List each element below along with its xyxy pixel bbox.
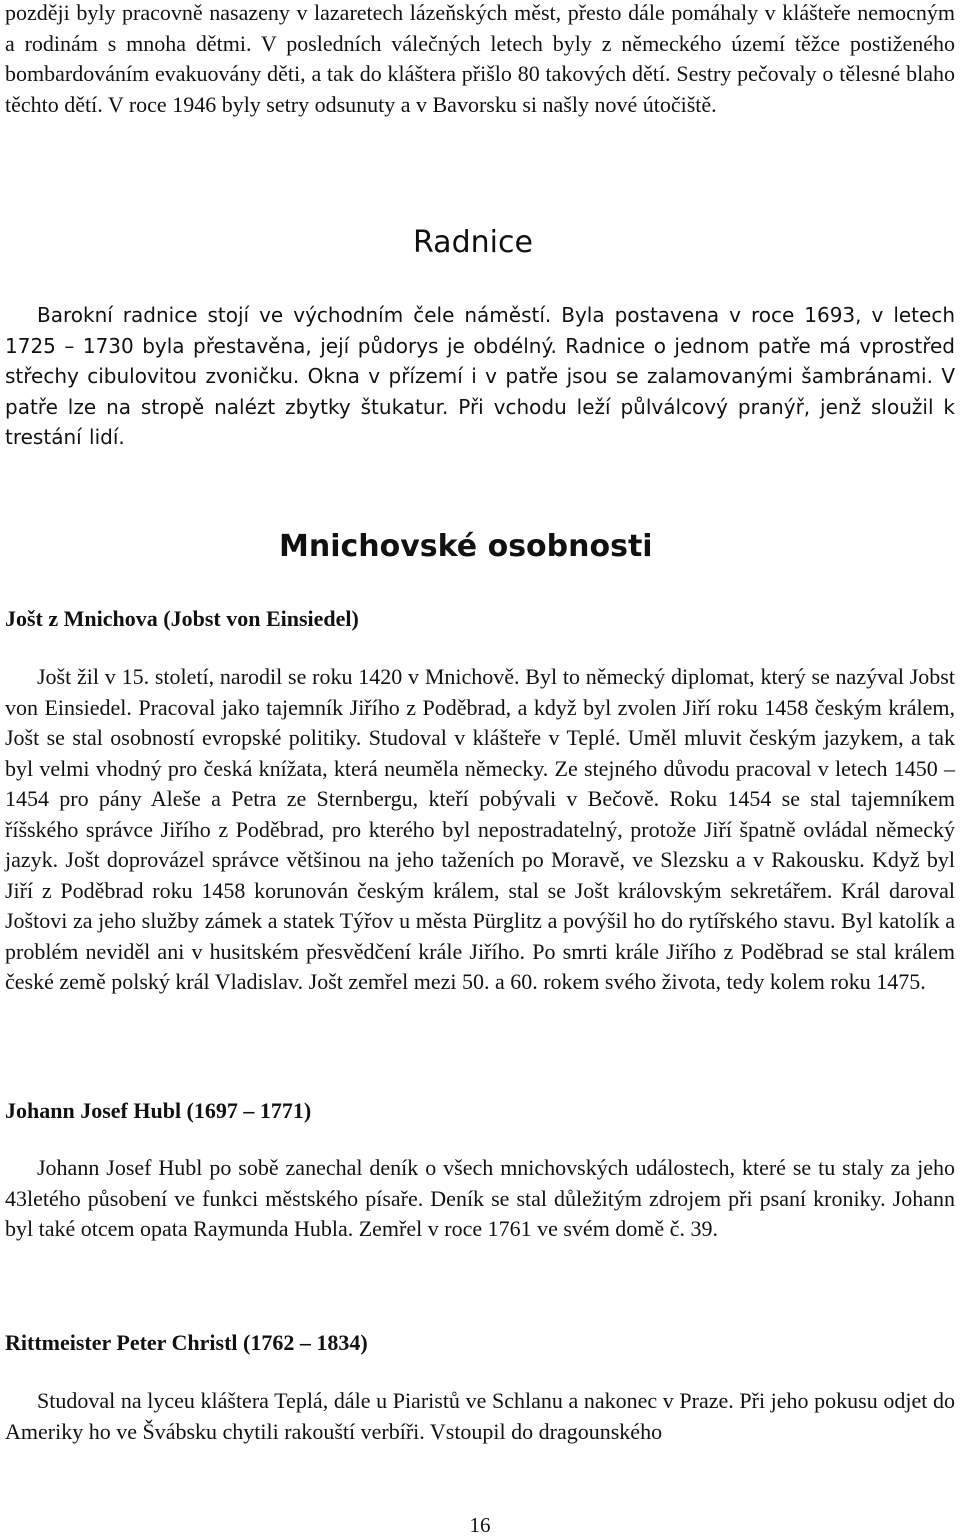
- intro-paragraph: později byly pracovně nasazeny v lazaretech lázeňských měst, přesto dále pomáhaly v klášteře nemocným a rodinám s mnoha dětmi. V posledních válečných letech byly z německého území těžce postiženého bombardováním evakuovány děti, a tak do kláštera přišlo 80 takových dětí. Sestry pečovaly o tělesné blaho těchto dětí. V roce 1946 byly setry odsunuty a v Bavorsku si našly nové útočiště.: [5, 0, 955, 117]
- person-paragraph-christl: Studoval na lyceu kláštera Teplá, dále u Piaristů ve Schlanu a nakonec v Praze. Při jeho pokusu odjet do Ameriky ho ve Švábsku chytili rakouští verbíři. Vstoupil do dragounského: [5, 1388, 955, 1444]
- radnice-heading: Radnice: [413, 225, 533, 260]
- osobnosti-heading: Mnichovské osobnosti: [279, 529, 653, 564]
- person-name-jost: Jošt z Mnichova (Jobst von Einsiedel): [5, 606, 359, 631]
- person-paragraph-jost: Jošt žil v 15. století, narodil se roku 1420 v Mnichově. Byl to německý diplomat, který se nazýval Jobst von Einsiedel. Pracoval jako tajemník Jiřího z Poděbrad, a když byl zvolen Jiří roku 1458 českým králem, Jošt se stal osobností evropské politiky. Studoval v klášteře v Teplé. Uměl mluvit českým jazykem, a tak byl velmi vhodný pro česká knížata, která neuměla německy. Ze stejného důvodu pracoval v letech 1450 – 1454 pro pány Aleše a Petra ze Sternbergu, kteří pobývali v Bečově. Roku 1454 se stal tajemníkem říšského správce Jiřího z Poděbrad, pro kterého byl nepostradatelný, protože Jiří špatně ovládal německý jazyk. Jošt doprovázel správce většinou na jeho taženích po Moravě, ve Slezsku a v Rakousku. Když byl Jiří z Poděbrad roku 1458 korunován českým králem, stal se Jošt královským sekretářem. Král daroval Joštovi za jeho služby zámek a statek Týřov u města Pürglitz a povýšil ho do rytířského stavu. Byl katolík a problém neviděl ani v husitském přesvědčení krále Jiřího. Po smrti krále Jiřího z Poděbrad se stal králem české země polský král Vladislav. Jošt zemřel mezi 50. a 60. rokem svého života, tedy kolem roku 1475.: [5, 664, 955, 994]
- radnice-paragraph: Barokní radnice stojí ve východním čele náměstí. Byla postavena v roce 1693, v letech 1725 – 1730 byla přestavěna, její půdorys je obdélný. Radnice o jednom patře má vprostřed střechy cibulovitou zvoničku. Okna v přízemí i v patře jsou se zalamovanými šambránami. V patře lze na stropě nalézt zbytky štukatur. Při vchodu leží půlválcový pranýř, jenž sloužil k trestání lidí.: [5, 303, 955, 449]
- person-paragraph-hubl: Johann Josef Hubl po sobě zanechal deník o všech mnichovských událostech, které se tu staly za jeho 43letého působení ve funkci městského písaře. Deník se stal důležitým zdrojem při psaní kroniky. Johann byl také otcem opata Raymunda Hubla. Zemřel v roce 1761 ve svém domě č. 39.: [5, 1155, 955, 1241]
- person-name-christl: Rittmeister Peter Christl (1762 – 1834): [5, 1330, 368, 1355]
- person-name-hubl: Johann Josef Hubl (1697 – 1771): [5, 1098, 312, 1123]
- page-number: 16: [469, 1513, 491, 1537]
